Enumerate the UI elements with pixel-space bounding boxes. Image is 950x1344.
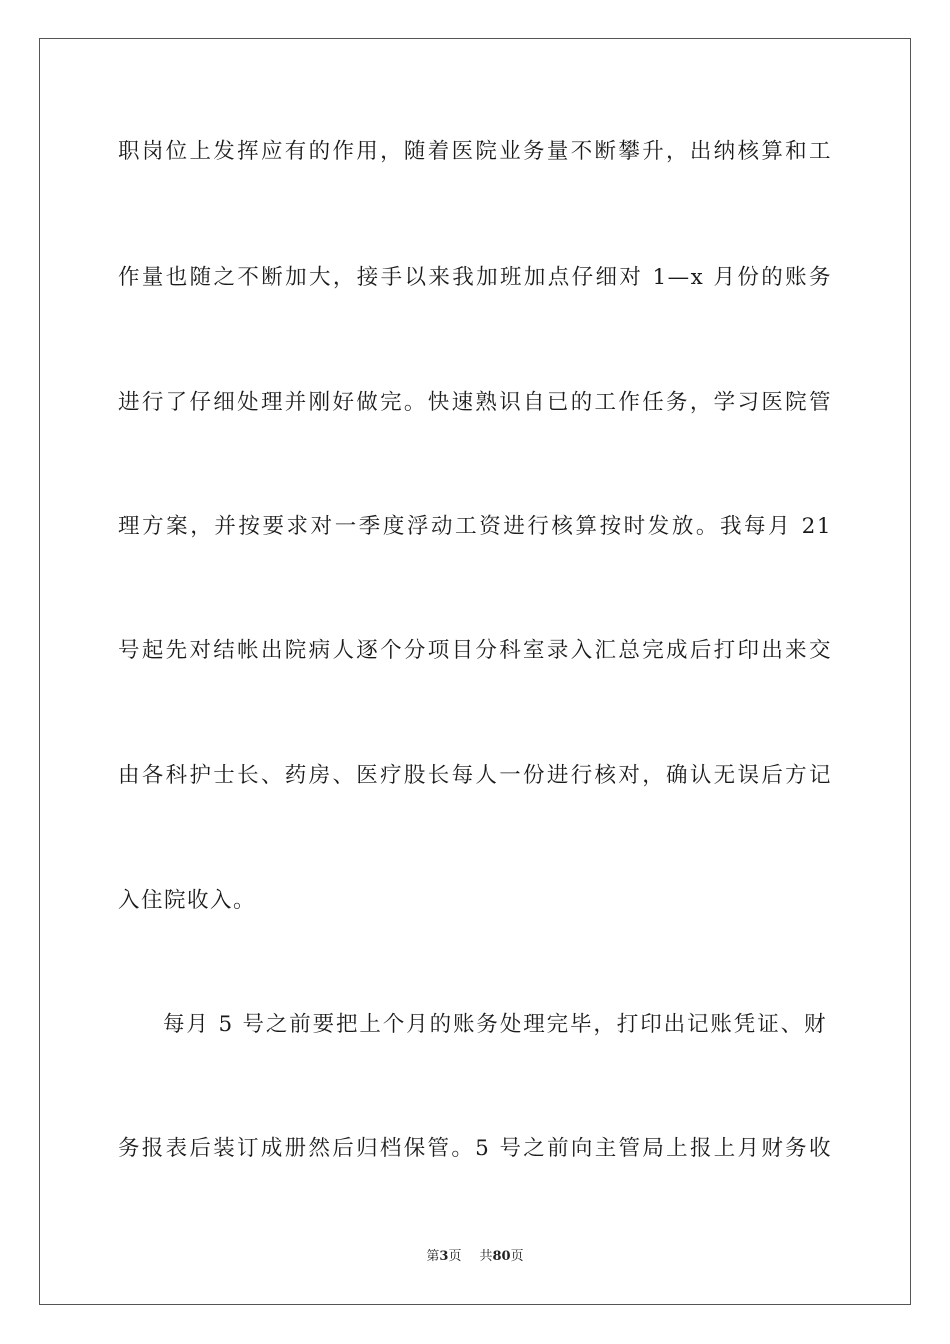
page-prefix: 第 <box>426 1249 440 1264</box>
page-number: 3 <box>439 1249 449 1264</box>
body-line-7: 入住院收入。 <box>118 888 257 913</box>
total-suffix: 页 <box>510 1249 524 1264</box>
body-line-8: 每月 5 号之前要把上个月的账务处理完毕，打印出记账凭证、财 <box>163 1012 827 1037</box>
body-line-4: 理方案，并按要求对一季度浮动工资进行核算按时发放。我每月 21 <box>118 514 832 539</box>
body-line-9: 务报表后装订成册然后归档保管。5 号之前向主管局上报上月财务收 <box>118 1136 832 1161</box>
page-footer <box>0 1248 950 1266</box>
page-suffix: 页 <box>448 1249 462 1264</box>
body-line-5: 号起先对结帐出院病人逐个分项目分科室录入汇总完成后打印出来交 <box>118 638 832 663</box>
body-line-1: 职岗位上发挥应有的作用，随着医院业务量不断攀升，出纳核算和工 <box>118 139 832 164</box>
total-prefix: 共 <box>479 1249 493 1264</box>
body-line-6: 由各科护士长、药房、医疗股长每人一份进行核对，确认无误后方记 <box>118 763 832 788</box>
page-border <box>39 38 911 1305</box>
total-pages: 80 <box>492 1249 511 1264</box>
body-line-2: 作量也随之不断加大，接手以来我加班加点仔细对 1—x 月份的账务 <box>118 265 832 290</box>
body-line-3: 进行了仔细处理并刚好做完。快速熟识自已的工作任务，学习医院管 <box>118 390 832 415</box>
